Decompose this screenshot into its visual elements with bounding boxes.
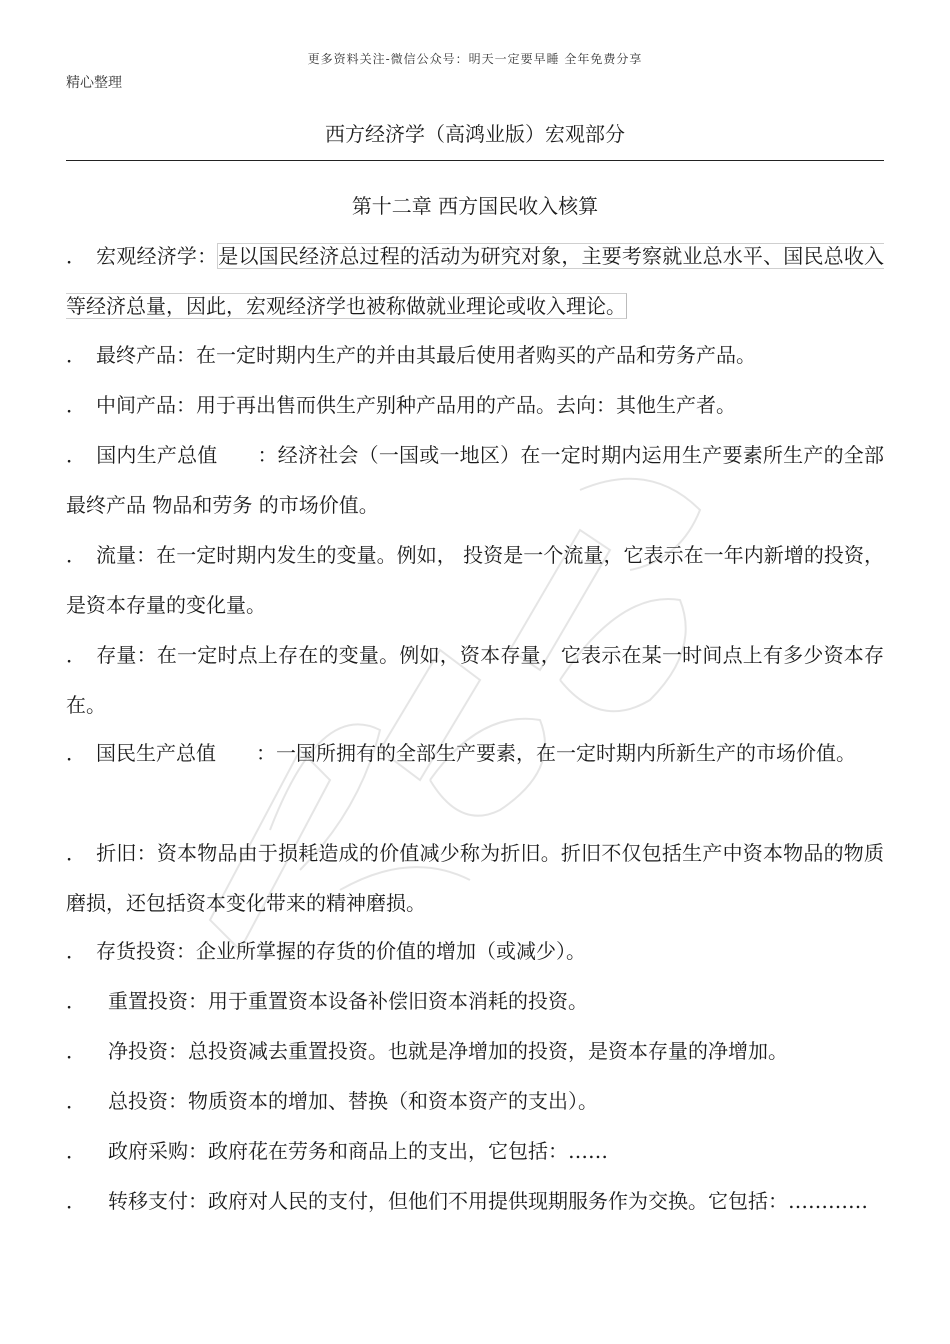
bullet-dot: ． — [66, 244, 86, 268]
title-divider — [66, 160, 884, 161]
definition-entry — [66, 728, 884, 778]
bullet-dot: ． — [66, 989, 86, 1013]
definition-term: 国民生产总值 — [96, 741, 216, 765]
definition-text: 在一定时期内发生的变量。例如， 投资是一个流量，它表示在一年内新增的投资，是资本存量的变化量。 — [66, 543, 885, 617]
definition-text: 政府花在劳务和商品上的支出，它包括：…… — [208, 1139, 608, 1163]
definition-term: 折旧： — [96, 841, 157, 865]
definition-entry — [66, 380, 884, 430]
definition-entry — [66, 231, 884, 331]
definition-text: 政府对人民的支付，但他们不用提供现期服务作为交换。它包括：………… — [208, 1189, 868, 1213]
definition-term: 宏观经济学： — [96, 244, 218, 268]
definition-term: 最终产品： — [96, 343, 196, 367]
bullet-dot: ． — [66, 1189, 86, 1213]
definition-text: ：一国所拥有的全部生产要素，在一定时期内所新生产的市场价值。 — [256, 741, 856, 765]
definition-text: 用于再出售而供生产别种产品用的产品。去向：其他生产者。 — [196, 393, 736, 417]
definition-entry — [66, 976, 884, 1026]
definition-entry — [66, 828, 884, 928]
definition-text: 用于重置资本设备补偿旧资本消耗的投资。 — [208, 989, 588, 1013]
definition-term: 存量： — [96, 643, 157, 667]
definition-text: 企业所掌握的存货的价值的增加（或减少）。 — [196, 939, 586, 963]
definition-term: 流量： — [96, 543, 157, 567]
definition-entry — [66, 926, 884, 976]
definition-text: 是以国民经济总过程的活动为研究对象，主要考察就业总水平、国民总收入等经济总量，因此，宏观经济学也被称做就业理论或收入理论。 — [66, 244, 885, 318]
definition-entry — [66, 1176, 884, 1226]
definition-text: 在一定时点上存在的变量。例如，资本存量，它表示在某一时间点上有多少资本存在。 — [66, 643, 885, 717]
bullet-dot: ． — [66, 841, 86, 865]
corner-note: 精心整理 — [66, 75, 122, 91]
definition-term: 政府采购： — [108, 1139, 208, 1163]
definition-text: 资本物品由于损耗造成的价值减少称为折旧。折旧不仅包括生产中资本物品的物质磨损，还包括资本变化带来的精神磨损。 — [66, 841, 885, 915]
definition-term: 国内生产总值 — [96, 443, 218, 467]
top-banner-note: 更多资料关注-微信公众号：明天一定要早睡 全年免费分享 — [307, 52, 643, 66]
definition-entry — [66, 1076, 884, 1126]
definition-text: 物质资本的增加、替换（和资本资产的支出）。 — [188, 1089, 598, 1113]
definition-entry — [66, 330, 884, 380]
definition-entry — [66, 630, 884, 730]
definition-text: 在一定时期内生产的并由其最后使用者购买的产品和劳务产品。 — [196, 343, 756, 367]
definition-entry — [66, 1026, 884, 1076]
bullet-dot: ． — [66, 1039, 86, 1063]
bullet-dot: ． — [66, 443, 86, 467]
definition-term: 转移支付： — [108, 1189, 208, 1213]
bullet-dot: ． — [66, 643, 86, 667]
bullet-dot: ． — [66, 543, 86, 567]
bullet-dot: ． — [66, 1139, 86, 1163]
definition-term: 存货投资： — [96, 939, 196, 963]
definition-entry — [66, 1126, 884, 1176]
document-title: 西方经济学（高鸿业版）宏观部分 — [325, 122, 625, 146]
definition-text: ：经济社会（一国或一地区）在一定时期内运用生产要素所生产的全部最终产品 物品和劳务 的市场价值。 — [66, 443, 885, 517]
definition-entry — [66, 530, 884, 630]
bullet-dot: ． — [66, 741, 86, 765]
definition-entry — [66, 430, 884, 530]
bullet-dot: ． — [66, 343, 86, 367]
bullet-dot: ． — [66, 1089, 86, 1113]
definition-text: 总投资减去重置投资。也就是净增加的投资，是资本存量的净增加。 — [188, 1039, 788, 1063]
chapter-heading: 第十二章 西方国民收入核算 — [351, 194, 599, 218]
bullet-dot: ． — [66, 393, 86, 417]
bullet-dot: ． — [66, 939, 86, 963]
definition-term: 重置投资： — [108, 989, 208, 1013]
definition-term: 总投资： — [108, 1089, 188, 1113]
definition-term: 净投资： — [108, 1039, 188, 1063]
definition-term: 中间产品： — [96, 393, 196, 417]
